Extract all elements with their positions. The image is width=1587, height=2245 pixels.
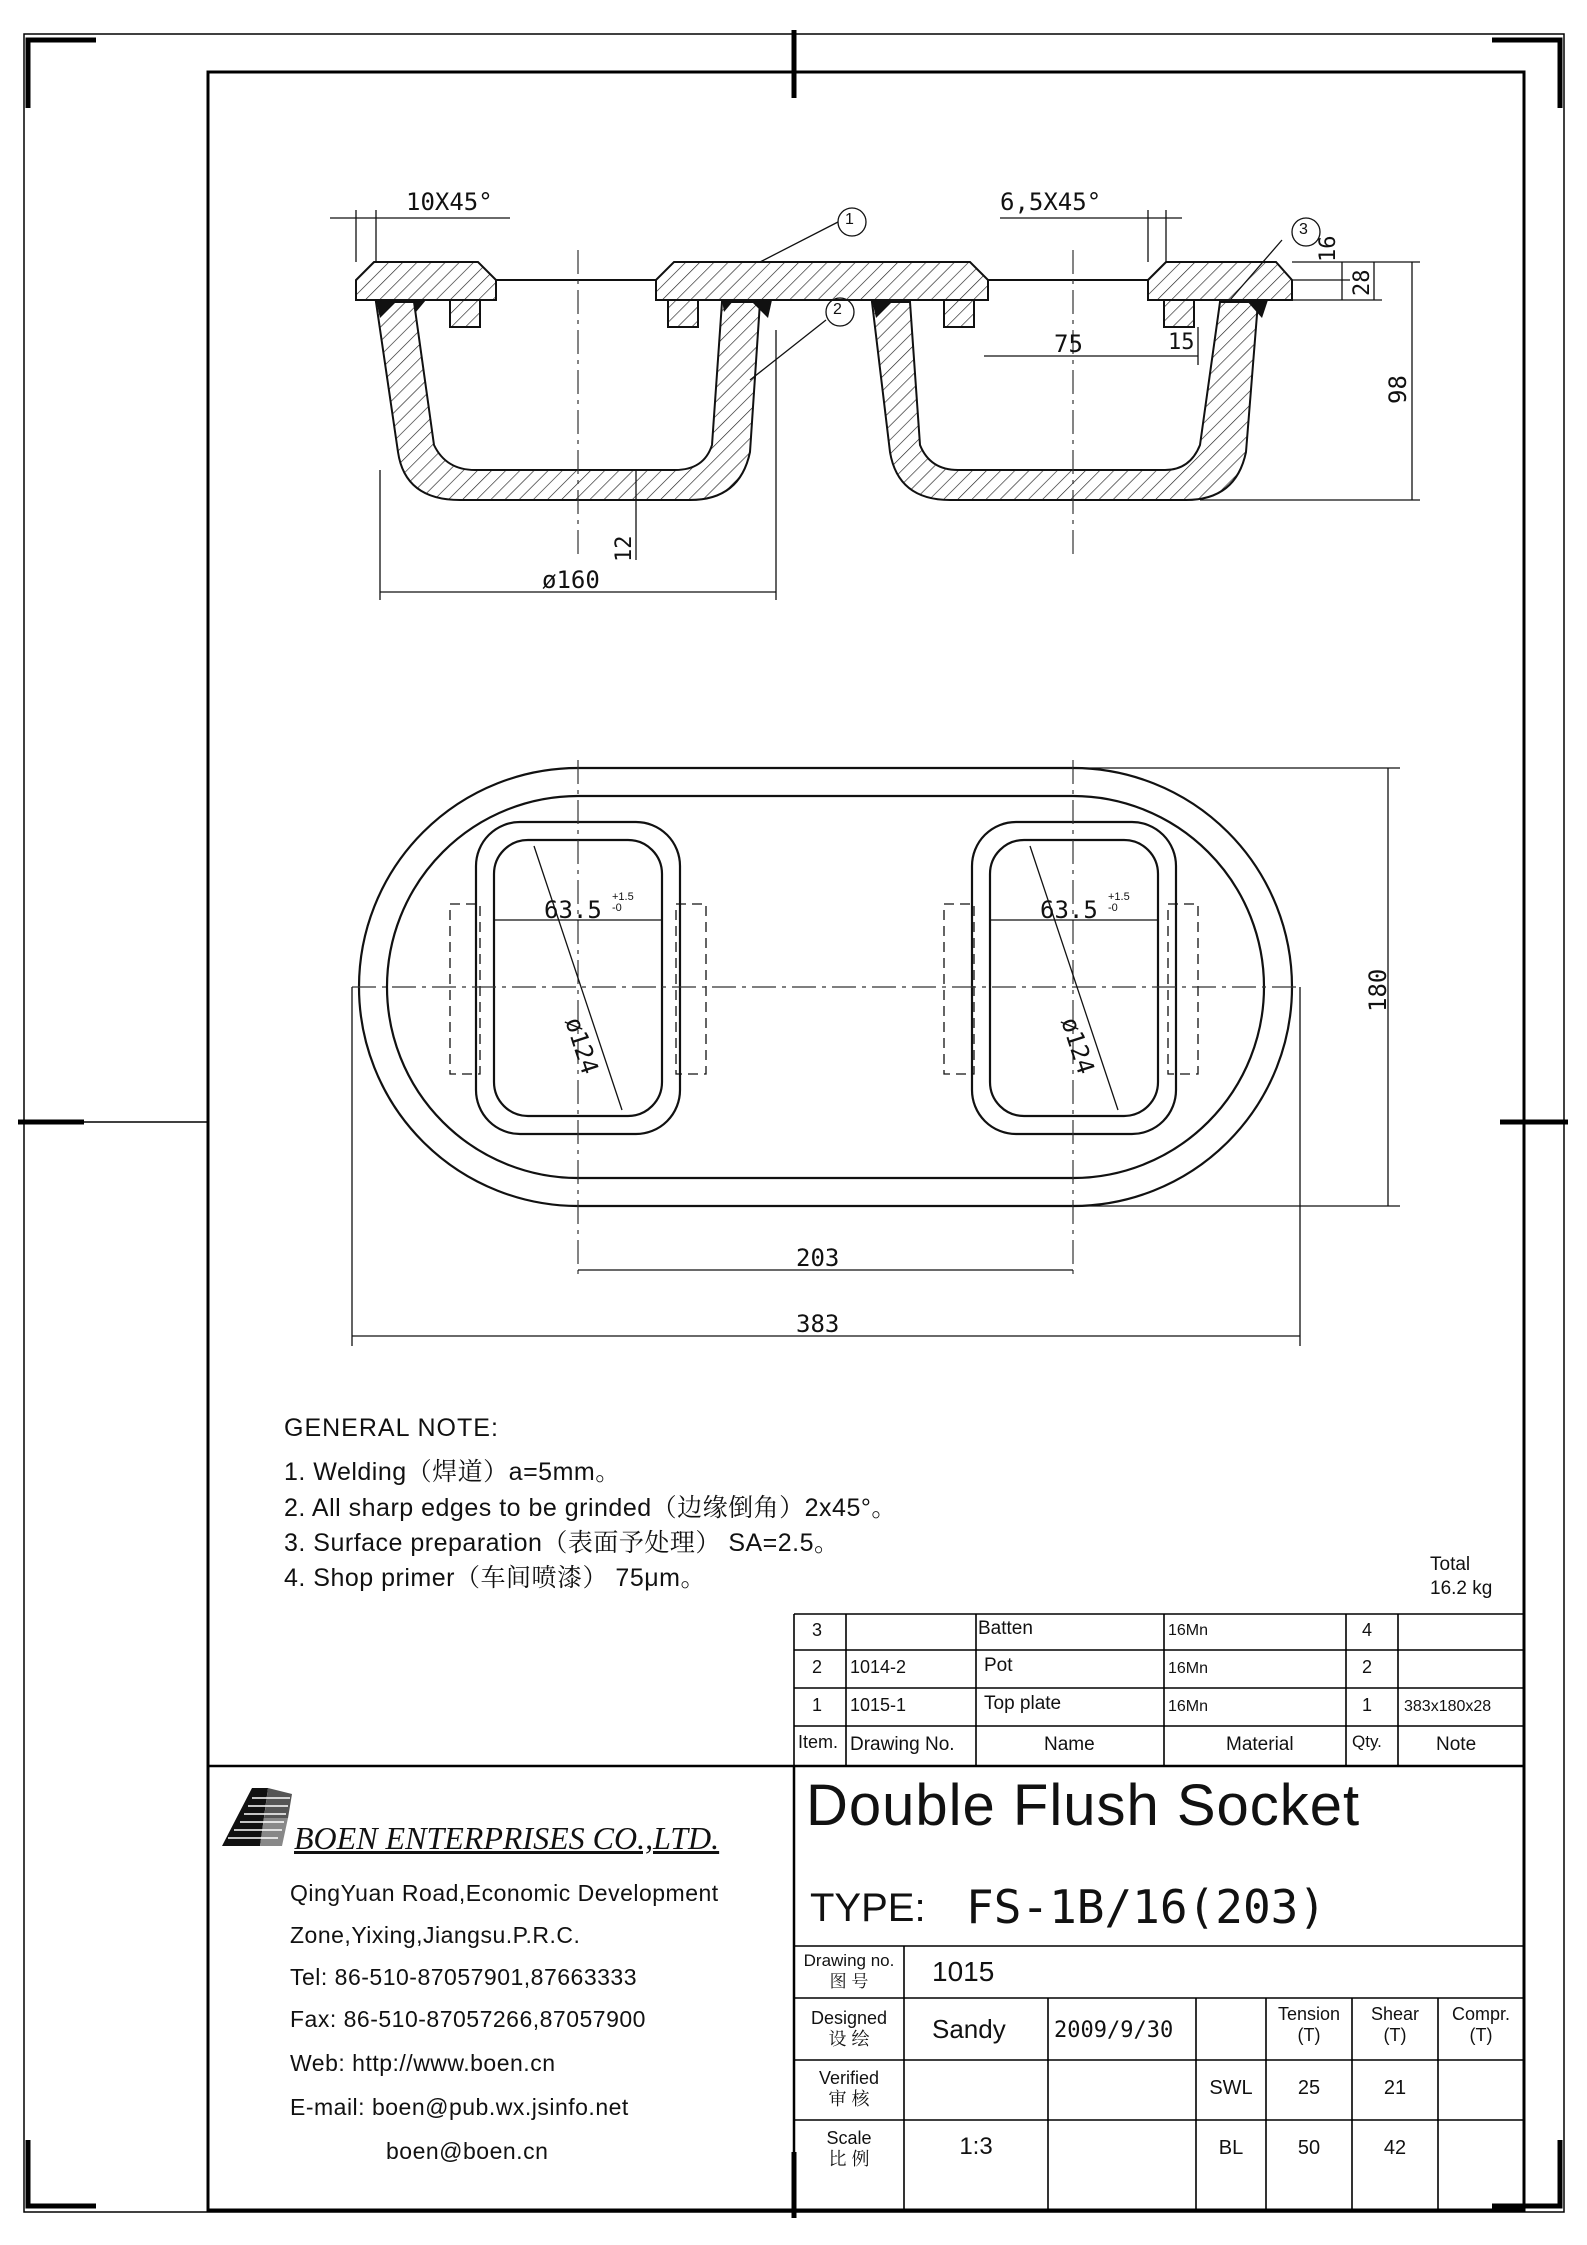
dim-383: 383 — [796, 1310, 840, 1338]
bom-header-name: Name — [1044, 1734, 1095, 1755]
designed-by: Sandy — [932, 2014, 1006, 2044]
bom-header-material: Material — [1226, 1734, 1294, 1755]
tol-upper-left: +1.5 — [612, 891, 634, 903]
note-4: 4. Shop primer（车间喷漆） 75μm。 — [284, 1564, 706, 1592]
dim-28: 28 — [1350, 269, 1375, 296]
pot-left — [376, 302, 760, 500]
company-email-2[interactable]: boen@boen.cn — [386, 2138, 549, 2164]
tol-upper-right: +1.5 — [1108, 891, 1130, 903]
company-name: BOEN ENTERPRISES CO.,LTD. — [294, 1820, 720, 1856]
bom-material: 16Mn — [1168, 1622, 1209, 1639]
designed-label-en: Designed — [810, 2008, 888, 2028]
dim-15: 15 — [1168, 330, 1195, 355]
design-date: 2009/9/30 — [1054, 2018, 1174, 2043]
type-value: FS-1B/16(203) — [966, 1880, 1327, 1934]
drawing-no-label — [796, 1950, 902, 1992]
bl-label: BL — [1218, 2137, 1244, 2159]
swl-tension: 25 — [1297, 2077, 1321, 2099]
company-web[interactable]: Web: http://www.boen.cn — [290, 2050, 556, 2076]
bom-note: 383x180x28 — [1404, 1698, 1492, 1715]
swl-shear: 21 — [1383, 2077, 1407, 2099]
bom-qty: 2 — [1362, 1657, 1373, 1677]
bom-material: 16Mn — [1168, 1660, 1209, 1677]
drawing-no-value: 1015 — [932, 1956, 995, 1987]
shear-header — [1352, 2004, 1438, 2046]
designed-label — [796, 2008, 902, 2050]
dim-12: 12 — [612, 535, 637, 562]
batten-4 — [1164, 300, 1194, 327]
bom-name: Top plate — [984, 1693, 1062, 1714]
bom-material: 16Mn — [1168, 1698, 1209, 1715]
compr-label: Compr. — [1451, 2004, 1511, 2024]
dim-63-5-right: 63.5 — [1040, 896, 1098, 924]
bom-qty: 4 — [1362, 1620, 1373, 1640]
note-3: 3. Surface preparation（表面予处理） SA=2.5。 — [284, 1529, 840, 1557]
bom-header-note: Note — [1436, 1734, 1477, 1755]
total-label: Total — [1430, 1554, 1471, 1575]
shear-unit: (T) — [1383, 2025, 1407, 2045]
balloon-2: 2 — [833, 301, 842, 318]
scale-label-cn: 比 例 — [828, 2149, 870, 2169]
bom-header-drawing-no: Drawing No. — [850, 1734, 955, 1755]
scale-label — [796, 2128, 902, 2170]
scale-label-en: Scale — [826, 2128, 872, 2148]
tol-lower-left: -0 — [612, 902, 622, 914]
dim-75: 75 — [1054, 330, 1083, 358]
dim-16: 16 — [1316, 235, 1341, 262]
designed-label-cn: 设 绘 — [828, 2029, 870, 2049]
batten-1 — [450, 300, 480, 327]
bom-header-qty: Qty. — [1352, 1732, 1382, 1751]
dim-203: 203 — [796, 1244, 840, 1272]
dim-chamfer-left: 10X45° — [406, 188, 493, 216]
balloon-3: 3 — [1299, 221, 1308, 238]
note-1: 1. Welding（焊道）a=5mm。 — [284, 1458, 621, 1486]
batten-2 — [668, 300, 698, 327]
bl-tension: 50 — [1297, 2137, 1321, 2159]
tol-right — [1108, 892, 1130, 914]
dim-phi160: ø160 — [542, 566, 600, 594]
company-address-2: Zone,Yixing,Jiangsu.P.R.C. — [290, 1922, 581, 1948]
type-label: TYPE: — [810, 1886, 926, 1930]
tension-unit: (T) — [1297, 2025, 1321, 2045]
dim-phi124-left: ø124 — [559, 1014, 604, 1078]
drawing-no-label-en: Drawing no. — [803, 1951, 895, 1970]
compr-header — [1438, 2004, 1524, 2046]
bom-item: 1 — [812, 1695, 823, 1715]
dim-63-5-left: 63.5 — [544, 896, 602, 924]
company-tel: Tel: 86-510-87057901,87663333 — [290, 1964, 638, 1990]
note-2: 2. All sharp edges to be grinded（边缘倒角）2x45°。 — [284, 1494, 897, 1522]
bom-header-item: Item. — [798, 1732, 839, 1752]
compr-unit: (T) — [1469, 2025, 1493, 2045]
company-fax: Fax: 86-510-87057266,87057900 — [290, 2006, 646, 2032]
dim-chamfer-right: 6,5X45° — [1000, 188, 1102, 216]
bom-item: 3 — [812, 1620, 823, 1640]
tol-lower-right: -0 — [1108, 902, 1118, 914]
verified-label — [796, 2068, 902, 2110]
company-address-1: QingYuan Road,Economic Development — [290, 1880, 719, 1906]
drawing-title: Double Flush Socket — [806, 1773, 1361, 1838]
scale-value: 1:3 — [959, 2133, 993, 2160]
batten-3 — [944, 300, 974, 327]
bom-item: 2 — [812, 1657, 823, 1677]
tension-label: Tension — [1277, 2004, 1341, 2024]
bl-shear: 42 — [1383, 2137, 1407, 2159]
verified-label-cn: 审 核 — [828, 2089, 870, 2109]
section-view — [330, 208, 1420, 600]
drawing-no-label-cn: 图 号 — [829, 1972, 869, 1991]
shear-label: Shear — [1370, 2004, 1420, 2024]
bom-name: Batten — [978, 1618, 1033, 1639]
dim-180: 180 — [1364, 968, 1392, 1012]
bom-drawing-no: 1015-1 — [850, 1695, 907, 1715]
total-value: 16.2 kg — [1430, 1578, 1493, 1599]
bom-drawing-no: 1014-2 — [850, 1657, 907, 1677]
plan-view — [352, 760, 1400, 1346]
verified-label-en: Verified — [818, 2068, 880, 2088]
dim-98: 98 — [1384, 375, 1412, 404]
dim-phi124-right: ø124 — [1055, 1014, 1100, 1078]
company-email-1[interactable]: E-mail: boen@pub.wx.jsinfo.net — [290, 2094, 629, 2120]
tol-left — [612, 892, 634, 914]
bom-qty: 1 — [1362, 1695, 1373, 1715]
boen-logo — [222, 1788, 292, 1846]
bom-name: Pot — [984, 1655, 1013, 1676]
swl-label: SWL — [1209, 2077, 1253, 2099]
general-note-title: GENERAL NOTE: — [284, 1414, 499, 1442]
tension-header — [1266, 2004, 1352, 2046]
balloon-1: 1 — [845, 211, 854, 228]
